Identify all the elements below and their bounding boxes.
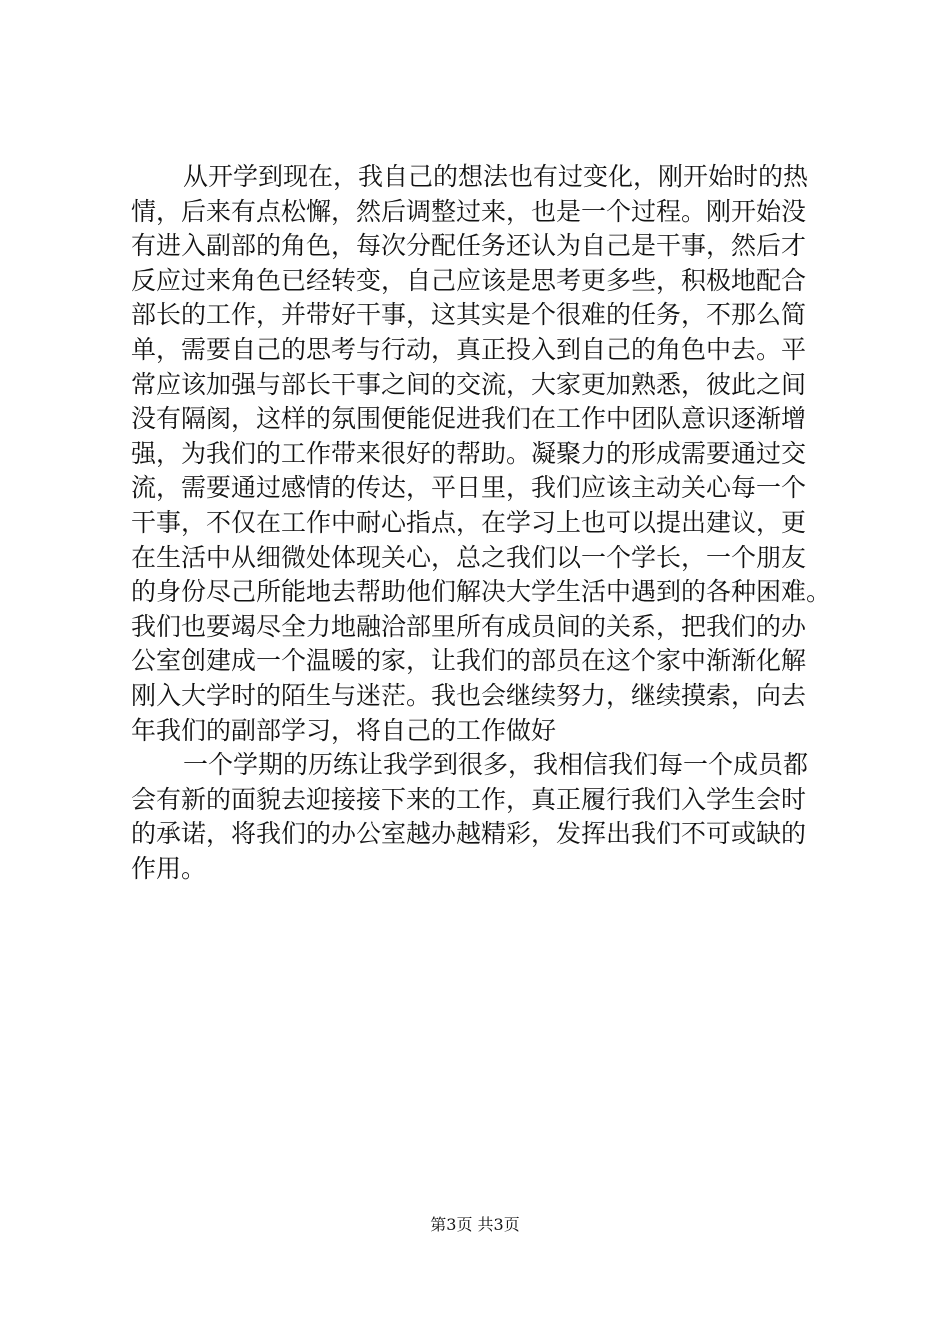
paragraph-1-line-4: 反应过来角色已经转变，自己应该是思考更多些，积极地配合 [131,265,807,295]
paragraph-2-line-3: 的承诺，将我们的办公室越办越精彩，发挥出我们不可或缺的 [131,819,807,849]
paragraph-1-line-5: 部长的工作，并带好干事，这其实是个很难的任务，不那么简 [131,300,807,330]
paragraph-1-line-8: 没有隔阂，这样的氛围便能促进我们在工作中团队意识逐渐增 [131,404,807,434]
paragraph-1-line-6: 单，需要自己的思考与行动，真正投入到自己的角色中去。平 [131,334,807,364]
paragraph-1-line-16: 刚入大学时的陌生与迷茫。我也会继续努力，继续摸索，向去 [131,680,807,710]
paragraph-1-line-2: 情，后来有点松懈，然后调整过来，也是一个过程。刚开始没 [131,196,807,226]
page-number-footer: 第3页 共3页 [430,1215,520,1234]
paragraph-2-line-4: 作用。 [131,853,207,883]
paragraph-1-line-1: 从开学到现在，我自己的想法也有过变化，刚开始时的热 [183,162,809,191]
paragraph-2-line-2: 会有新的面貌去迎接接下来的工作，真正履行我们入学生会时 [131,784,807,814]
paragraph-1-line-10: 流，需要通过感情的传达，平日里，我们应该主动关心每一个 [131,473,807,503]
paragraph-2-line-1: 一个学期的历练让我学到很多，我相信我们每一个成员都 [183,750,809,780]
paragraph-1-line-17: 年我们的副部学习，将自己的工作做好 [131,715,557,745]
paragraph-1-line-3: 有进入副部的角色，每次分配任务还认为自己是干事，然后才 [131,231,807,261]
paragraph-1-line-12: 在生活中从细微处体现关心，总之我们以一个学长，一个朋友 [131,542,807,572]
paragraph-1-line-7: 常应该加强与部长干事之间的交流，大家更加熟悉，彼此之间 [131,369,807,399]
paragraph-1-line-13: 的身份尽己所能地去帮助他们解决大学生活中遇到的各种困难。 [131,577,832,607]
paragraph-1-line-11: 干事，不仅在工作中耐心指点，在学习上也可以提出建议，更 [131,507,807,537]
paragraph-1-line-14: 我们也要竭尽全力地融洽部里所有成员间的关系，把我们的办 [131,611,807,641]
paragraph-1-line-9: 强，为我们的工作带来很好的帮助。凝聚力的形成需要通过交 [131,438,807,468]
document-body [131,160,831,886]
paragraph-1-line-15: 公室创建成一个温暖的家，让我们的部员在这个家中渐渐化解 [131,646,807,676]
